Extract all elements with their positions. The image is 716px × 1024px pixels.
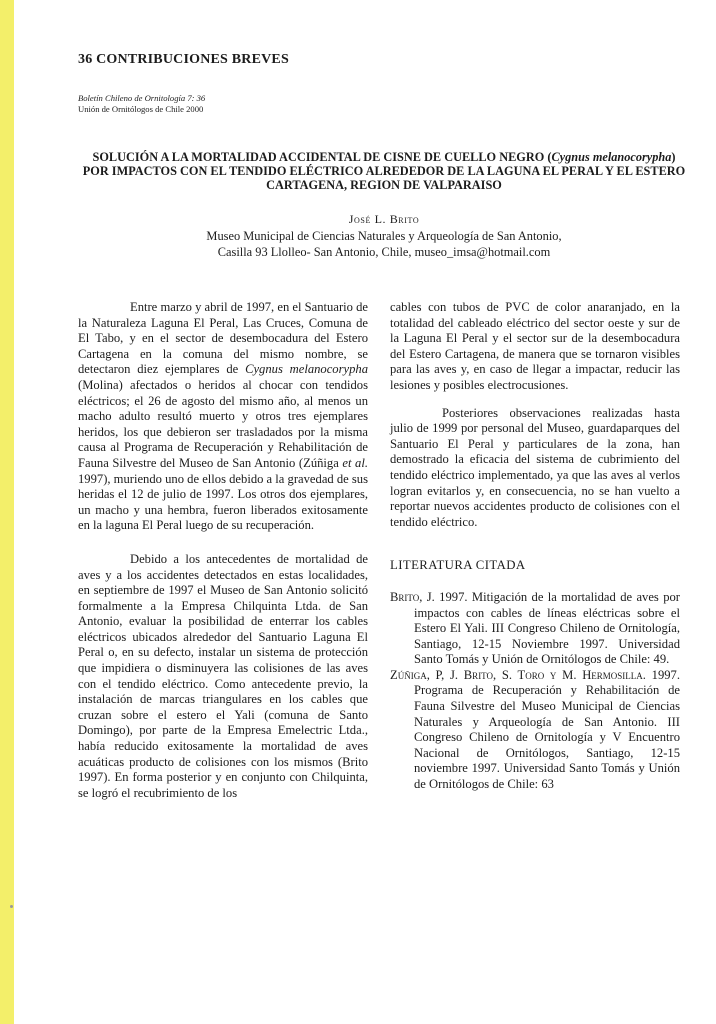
reference-item: Zúñiga, P, J. Brito, S. Toro y M. Hermosilla. 1997. Programa de Recuperación y Rehabilitación de Fauna Silvestre del Museo Municipal de Ciencias Naturales y Arqueología de San Antonio. III Congreso Chileno de Ornitología y V Encuentro Nacional de Ornitólogos, Santiago, 12-15 noviembre 1997. Universidad Santo Tomás y Unión de Ornitólogos de Chile: 63	[390, 667, 681, 792]
journal-citation: Boletín Chileno de Ornitología 7: 36	[78, 93, 206, 103]
literature-heading: LITERATURA CITADA	[390, 558, 526, 573]
species-name: Cygnus melanocorypha	[245, 362, 368, 377]
title-species: Cygnus melanocorypha	[551, 150, 672, 164]
paper-page	[78, 0, 690, 1024]
paragraph-3: cables con tubos de PVC de color anaranjado, en la totalidad del cableado eléctrico del sector oeste y sur de la Laguna El Peral y el sector sur de la desembocadura del Estero Cartagena, de manera que se tornaron visibles para las aves y, en caso de llegar a impactar, reducir las lesiones y posibles electrocusiones.	[390, 300, 680, 392]
reference-item: Brito, J. 1997. Mitigación de la mortalidad de aves por impactos con cables de líneas eléctricas sobre el Estero El Yali. III Congreso Chileno de Ornitología, Santiago, 12-15 Noviembre 1997. Universidad Santo Tomás y Unión de Ornitólogos de Chile: 49.	[390, 589, 680, 667]
affiliation-line-2: Casilla 93 Llolleo- San Antonio, Chile, museo_imsa@hotmail.com	[217, 245, 551, 259]
journal-info	[78, 93, 205, 115]
scan-speck	[10, 905, 13, 908]
column-left	[78, 300, 368, 801]
title-part-2: ) POR IMPACTOS CON EL TENDIDO ELÉCTRICO ALREDEDOR DE LA LAGUNA EL PERAL Y EL ESTERO CARTAGENA, REGION DE VALPARAISO	[82, 150, 686, 192]
journal-publisher: Unión de Ornitólogos de Chile 2000	[78, 104, 204, 114]
running-head: 36 CONTRIBUCIONES BREVES	[78, 52, 289, 67]
affiliation-line-1: Museo Municipal de Ciencias Naturales y Arqueología de San Antonio,	[206, 229, 562, 243]
article-title	[78, 150, 690, 192]
author-affiliation	[78, 228, 690, 260]
et-al: et al.	[342, 455, 369, 470]
paragraph-1: Entre marzo y abril de 1997, en el Santuario de la Naturaleza Laguna El Peral, Las Cruces, Comuna de El Tabo, y en el sector de desembocadura del Estero Cartagena en la comuna del mismo nombre, se detectaron diez ejemplares de Cygnus melanocorypha (Molina) afectados o heridos al chocar con tendidos eléctricos; el 26 de agosto del mismo año, al menos un macho adulto resultó muerto y otros tres ejemplares heridos, los que debieron ser trasladados por la misma causa al Programa de Recuperación y Rehabilitación de Fauna Silvestre del Museo de San Antonio (Zúñiga et al. 1997), muriendo uno de ellos debido a la gravedad de sus heridas el 12 de julio de 1997. Los otros dos ejemplares, un macho y una hembra, fueron liberados exitosamente en la laguna El Peral luego de su recuperación.	[78, 300, 369, 533]
page-edge-strip	[0, 0, 14, 1024]
author-name: José L. Brito	[348, 212, 420, 226]
paragraph-2: Debido a los antecedentes de mortalidad de aves y a los accidentes detectados en estas localidades, en septiembre de 1997 el Museo de San Antonio solicitó formalmente a la Empresa Chilquinta Ltda. de San Antonio, evaluar la posibilidad de enterrar los cables eléctricos ubicados alrededor del Santuario Laguna El Peral o, en su defecto, instalar un sistema de protección que impidiera o disminuyera las colisiones de las aves con el tendido eléctrico. Como antecedente previo, la instalación de marcas triangulares en los cables que cruzan sobre el estero el Yali (comuna de Santo Domingo), por parte de la Empresa Emelectric Ltda., había reducido exitosamente la mortalidad de aves acuáticas producto de colisiones con los mismos (Brito 1997). En forma posterior y en conjunto con Chilquinta, se logró el recubrimiento de los	[78, 551, 368, 800]
column-right	[390, 300, 680, 793]
paragraph-4: Posteriores observaciones realizadas hasta julio de 1999 por personal del Museo, guardaparques del Santuario El Peral y particulares de la zona, han demostrado la eficacia del sistema de cubrimiento del tendido eléctrico implementado, ya que las aves al verlos logran evitarlos y, en consecuencia, no se han vuelto a reportar nuevos accidentes producto de colisiones con el tendido eléctrico.	[390, 405, 680, 529]
title-part-1: SOLUCIÓN A LA MORTALIDAD ACCIDENTAL DE CISNE DE CUELLO NEGRO (	[92, 150, 552, 164]
